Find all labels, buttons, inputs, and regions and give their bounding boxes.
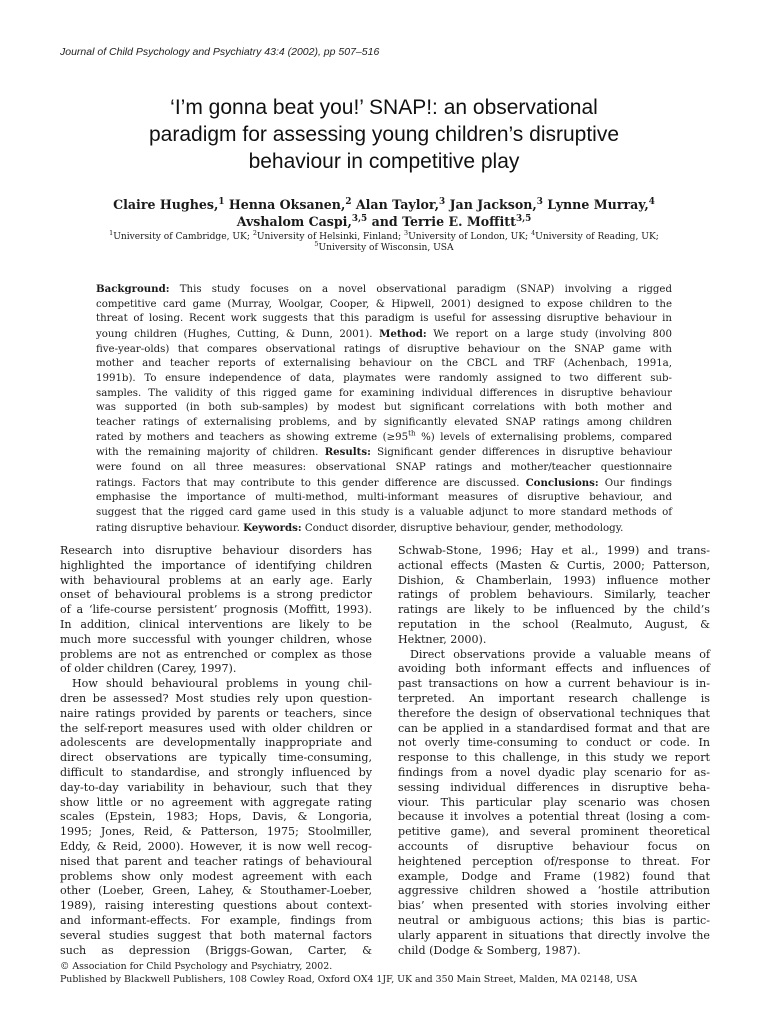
body-line: How should behavioural problems in young chil- (72, 677, 372, 691)
body-line: naire ratings provided by parents or teachers, since (60, 706, 372, 720)
body-line: direct observations are typically time-consuming, (60, 751, 372, 765)
affiliation-marker: 3,5 (351, 213, 368, 224)
body-line: show little or no agreement with aggregate rating (60, 795, 372, 809)
body-line: response to this challenge, in this study we report (398, 751, 710, 765)
body-line: such as depression (Briggs-Gowan, Carter, & (60, 943, 372, 957)
body-line: onset of behavioural problems is a strong predictor (60, 588, 372, 602)
body-line: past transactions on how a current behaviour is in- (398, 677, 710, 691)
body-line: Dishion, & Chamberlain, 1993) influence mother (398, 573, 710, 587)
body-line: not overly time-consuming to conduct or code. In (398, 736, 710, 750)
abstract-text: was supported (in both sub-samples) by modest but significant correlations with both mother and (96, 402, 672, 414)
abstract-line (96, 476, 672, 492)
affiliation-marker: 1 (109, 228, 114, 237)
affiliation-marker: 3 (536, 196, 543, 207)
body-line: can be applied in a standardised format and that are (398, 721, 710, 735)
affiliation-marker: 4 (531, 228, 536, 237)
title-line: behaviour in competitive play (248, 150, 520, 173)
copyright-notice: © Association for Child Psychology and Psychiatry, 2002. (60, 961, 333, 972)
abstract-line (96, 416, 672, 431)
body-column-right (398, 544, 710, 958)
body-line: findings from a novel dyadic play scenario for as- (398, 765, 710, 779)
affiliation-marker: 4 (648, 196, 655, 207)
abstract-line (96, 445, 672, 461)
author-name: Jan Jackson, (445, 197, 537, 212)
body-line: Research into disruptive behaviour disorders has (60, 544, 372, 557)
affiliation-text: University of Wisconsin, USA (318, 243, 454, 253)
author-line (60, 213, 708, 230)
affiliation-marker: 1 (218, 196, 225, 207)
body-line: 1995; Jones, Reid, & Patterson, 1975; Stoolmiller, (60, 825, 372, 839)
abstract-text: mother and teacher reports of externalising behaviour on the CBCL and TRF (Achenbach, 1991a, (96, 358, 672, 370)
affiliation-text: University of London, UK; (408, 232, 532, 242)
body-line: Hektner, 2000). (398, 632, 487, 646)
body-line: ularly apparent in situations that directly involve the (398, 928, 710, 942)
abstract-text: rating disruptive behaviour. (96, 522, 244, 534)
body-line: actional effects (Masten & Curtis, 2000; Patterson, (398, 558, 710, 572)
body-line: 1989), raising interesting questions about context- (60, 899, 372, 913)
abstract-text: Significant gender differences in disruptive behaviour (370, 447, 673, 459)
author-line (60, 196, 708, 213)
abstract-text: young children (Hughes, Cutting, & Dunn, 2001). (96, 328, 380, 340)
affiliation-marker: 5 (314, 239, 319, 248)
affiliation-marker: 3,5 (515, 213, 532, 224)
body-line: nised that parent and teacher ratings of behavioural (60, 854, 372, 868)
body-line: much more successful with younger children, whose (60, 632, 372, 646)
body-line: of a ‘life-course persistent’ prognosis (Moffitt, 1993). (60, 603, 372, 617)
body-line: petitive game), and several prominent theoretical (398, 825, 710, 839)
affiliation-marker: 2 (252, 228, 257, 237)
author-name: Henna Oksanen, (224, 197, 346, 212)
body-line: with behavioural problems at an early age. Early (60, 573, 372, 587)
affiliation-line (60, 239, 708, 254)
body-line: reputation in the school (Realmuto, August, & (398, 617, 710, 631)
title-line: paradigm for assessing young children’s disruptive (148, 123, 620, 146)
abstract (96, 282, 672, 536)
body-line: Eddy, & Reid, 2000). However, it is now well recog- (60, 839, 372, 853)
body-line: problems show only modest agreement with each (60, 869, 372, 883)
abstract-text: emphasise the importance of multi-method, multi-informant measures of disruptive behaviour, and (96, 492, 672, 504)
body-line: several studies suggest that both maternal factors (60, 928, 372, 942)
body-line: difficult to standardise, and strongly influenced by (60, 765, 372, 779)
body-line: In addition, clinical interventions are likely to be (60, 617, 372, 631)
abstract-text: Our findings (598, 477, 672, 489)
body-line: the self-report measures used with older children or (60, 721, 372, 735)
title-line: ‘I’m gonna beat you!’ SNAP!: an observational (170, 96, 598, 119)
abstract-text: threat of losing. Recent work suggests that this paradigm is useful for assessing disruptive behaviour in (96, 313, 672, 325)
affiliation-text: University of Cambridge, UK; (113, 232, 253, 242)
body-line: problems are not as entrenched or complex as those (60, 647, 372, 661)
body-line: because it involves a potential threat (losing a com- (398, 810, 710, 824)
abstract-heading: Keywords: (243, 521, 302, 534)
abstract-line (96, 387, 672, 402)
body-line: terpreted. An important research challenge is (398, 691, 710, 705)
affiliations (60, 228, 708, 254)
body-line: ratings of problem behaviours. Similarly, teacher (398, 588, 710, 602)
body-line: bias’ when presented with stories involving either (398, 899, 710, 913)
abstract-text: rated by mothers and teachers as showing extreme (≥95 (96, 431, 409, 443)
body-line: accounts of disruptive behaviour focus on (398, 839, 710, 853)
abstract-text: were found on all three measures: observational SNAP ratings and mother/teacher questionnaire (96, 461, 672, 473)
author-name: Alan Taylor, (351, 197, 440, 212)
abstract-line (96, 327, 672, 343)
abstract-line (96, 506, 672, 521)
body-line: therefore the design of observational techniques that (398, 706, 710, 720)
body-line: viour. This particular play scenario was chosen (398, 795, 710, 809)
affiliation-marker: 2 (345, 196, 352, 207)
body-line: day-to-day variability in behaviour, such that they (60, 780, 372, 794)
body-line: Direct observations provide a valuable means of (410, 647, 710, 661)
body-line: ratings are likely to be influenced by the child’s (398, 603, 710, 617)
abstract-text: teacher ratings of externalising problems, and by significantly elevated SNAP ratings among children (96, 416, 672, 428)
abstract-line (96, 343, 672, 358)
body-line: adolescents are developmentally inappropriate and (60, 736, 372, 750)
body-line: example, Dodge and Frame (1982) found that (398, 869, 710, 883)
abstract-line (96, 521, 672, 537)
author-list (60, 196, 708, 230)
body-column-left (60, 544, 372, 958)
abstract-line (96, 461, 672, 476)
affiliation-text: University of Helsinki, Finland; (256, 232, 405, 242)
affiliation-text: University of Reading, UK; (535, 232, 659, 242)
abstract-line (96, 298, 672, 313)
abstract-line (96, 491, 672, 506)
abstract-heading: Method: (379, 327, 427, 340)
abstract-text: %) levels of externalising problems, compared (415, 431, 672, 443)
body-line: highlighted the importance of identifying children (60, 558, 372, 572)
publisher-notice: Published by Blackwell Publishers, 108 Cowley Road, Oxford OX4 1JF, UK and 350 Main Street, Malden, MA 02148, USA (60, 974, 638, 985)
body-line: aggressive children showed a ‘hostile attribution (398, 884, 710, 898)
affiliation-line (60, 228, 708, 243)
superscript: th (408, 428, 416, 438)
body-line: Schwab-Stone, 1996; Hay et al., 1999) and trans- (398, 544, 710, 557)
body-line: other (Loeber, Green, Lahey, & Stouthamer-Loeber, (60, 884, 372, 898)
abstract-text: We report on a large study (involving 800 (426, 328, 672, 340)
abstract-heading: Conclusions: (525, 476, 599, 489)
paper-title (60, 94, 708, 175)
abstract-text: with the remaining majority of children. (96, 447, 325, 459)
body-line: scales (Epstein, 1983; Hops, Davis, & Longoria, (60, 810, 372, 824)
abstract-line (96, 282, 672, 298)
abstract-text: 1991b). To ensure independence of data, playmates were randomly assigned to two different sub- (96, 372, 672, 384)
body-line: avoiding both informant effects and influences of (398, 662, 710, 676)
body-line: child (Dodge & Somberg, 1987). (398, 943, 581, 957)
abstract-text: suggest that the rigged card game used in this study is a valuable adjunct to more standard methods of (96, 506, 672, 518)
body-line: and informant-effects. For example, findings from (60, 913, 372, 927)
body-line: dren be assessed? Most studies rely upon question- (60, 691, 372, 705)
abstract-line (96, 312, 672, 327)
abstract-line (96, 372, 672, 387)
body-line: sessing individual differences in disruptive beha- (398, 780, 710, 794)
abstract-text: ratings. Factors that may contribute to this gender difference are discussed. (96, 477, 526, 489)
abstract-line (96, 401, 672, 416)
abstract-text: Conduct disorder, disruptive behaviour, gender, methodology. (301, 522, 624, 534)
body-line: of older children (Carey, 1997). (60, 662, 237, 676)
journal-citation: Journal of Child Psychology and Psychiatry 43:4 (2002), pp 507–516 (60, 46, 380, 58)
abstract-line (96, 357, 672, 372)
author-name: Claire Hughes, (113, 197, 219, 212)
abstract-text: samples. The validity of this rigged game for examining individual differences in disruptive behaviour (96, 387, 672, 399)
affiliation-marker: 3 (439, 196, 446, 207)
abstract-text: This study focuses on a novel observational paradigm (SNAP) involving a rigged (169, 284, 672, 295)
abstract-text: competitive card game (Murray, Woolgar, Cooper, & Hipwell, 2001) designed to expose children to the (96, 298, 672, 310)
abstract-heading: Results: (324, 446, 371, 459)
author-name: Lynne Murray, (542, 197, 649, 212)
abstract-heading: Background: (96, 283, 170, 295)
abstract-text: five-year-olds) that compares observational ratings of disruptive behaviour on the SNAP game with (96, 343, 672, 355)
affiliation-marker: 3 (404, 228, 409, 237)
author-name: and Terrie E. Moffitt (367, 214, 516, 229)
body-line: neutral or ambiguous actions; this bias is partic- (398, 913, 710, 927)
abstract-line (96, 428, 672, 446)
body-line: heightened perception of/response to threat. For (398, 854, 710, 868)
footer (60, 960, 637, 986)
author-name: Avshalom Caspi, (236, 214, 352, 229)
